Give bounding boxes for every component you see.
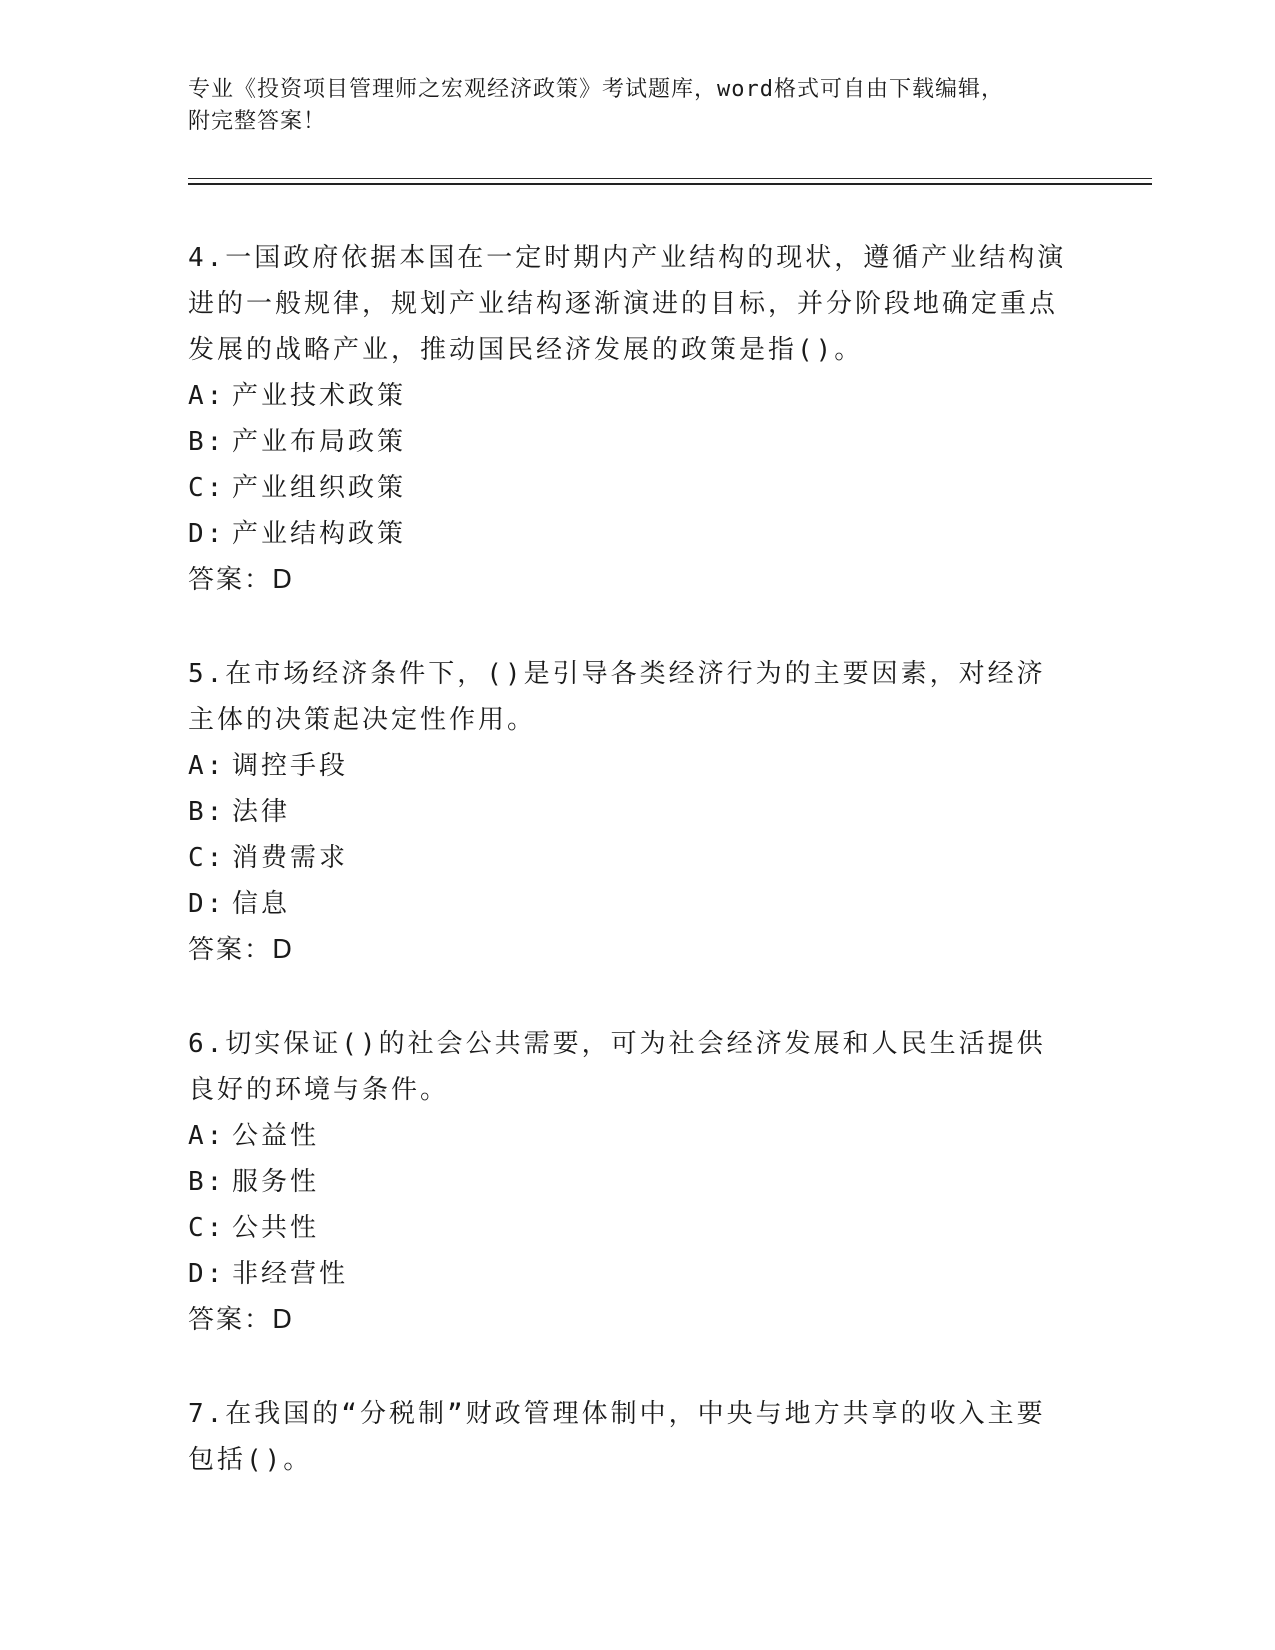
question-text: 5.在市场经济条件下，()是引导各类经济行为的主要因素，对经济主体的决策起决定性作用。	[188, 659, 1046, 735]
question-4	[188, 235, 1068, 603]
option-text: 法律	[232, 797, 291, 827]
option-text: 调控手段	[232, 751, 349, 781]
option-text: 产业结构政策	[232, 519, 407, 549]
option-letter: B:	[188, 1167, 226, 1197]
option-d	[188, 511, 1068, 557]
question-6	[188, 1021, 1068, 1343]
answer-line: 答案：D	[188, 1305, 295, 1335]
question-text: 4.一国政府依据本国在一定时期内产业结构的现状，遵循产业结构演进的一般规律，规划产业结构逐渐演进的目标，并分阶段地确定重点发展的战略产业，推动国民经济发展的政策是指()。	[188, 243, 1067, 365]
option-text: 信息	[232, 889, 291, 919]
question-text: 6.切实保证()的社会公共需要，可为社会经济发展和人民生活提供良好的环境与条件。	[188, 1029, 1046, 1105]
question-5	[188, 651, 1068, 973]
answer-line: 答案：D	[188, 935, 295, 965]
option-letter: D:	[188, 889, 226, 919]
document-header	[188, 74, 1068, 138]
option-text: 产业技术政策	[232, 381, 407, 411]
option-b	[188, 1159, 1068, 1205]
option-b	[188, 789, 1068, 835]
option-letter: B:	[188, 427, 226, 457]
option-text: 产业组织政策	[232, 473, 407, 503]
header-line-1: 专业《投资项目管理师之宏观经济政策》考试题库，word格式可自由下载编辑，	[188, 77, 1004, 102]
option-a	[188, 373, 1068, 419]
option-letter: C:	[188, 1213, 226, 1243]
option-c	[188, 1205, 1068, 1251]
option-d	[188, 1251, 1068, 1297]
option-a	[188, 1113, 1068, 1159]
option-letter: C:	[188, 843, 226, 873]
option-text: 服务性	[232, 1167, 320, 1197]
option-letter: D:	[188, 519, 226, 549]
option-text: 公共性	[232, 1213, 320, 1243]
option-a	[188, 743, 1068, 789]
question-7	[188, 1391, 1068, 1483]
question-list	[188, 235, 1068, 1531]
option-letter: B:	[188, 797, 226, 827]
header-line-2: 附完整答案！	[188, 109, 327, 134]
option-text: 消费需求	[232, 843, 349, 873]
option-text: 产业布局政策	[232, 427, 407, 457]
header-divider-thin	[188, 178, 1152, 179]
option-text: 公益性	[232, 1121, 320, 1151]
option-letter: D:	[188, 1259, 226, 1289]
option-d	[188, 881, 1068, 927]
option-c	[188, 465, 1068, 511]
option-letter: C:	[188, 473, 226, 503]
option-c	[188, 835, 1068, 881]
header-divider-thick	[188, 183, 1152, 185]
option-letter: A:	[188, 751, 226, 781]
option-text: 非经营性	[232, 1259, 349, 1289]
question-text: 7.在我国的“分税制”财政管理体制中，中央与地方共享的收入主要包括()。	[188, 1399, 1046, 1475]
option-letter: A:	[188, 381, 226, 411]
option-b	[188, 419, 1068, 465]
answer-line: 答案：D	[188, 565, 295, 595]
option-letter: A:	[188, 1121, 226, 1151]
